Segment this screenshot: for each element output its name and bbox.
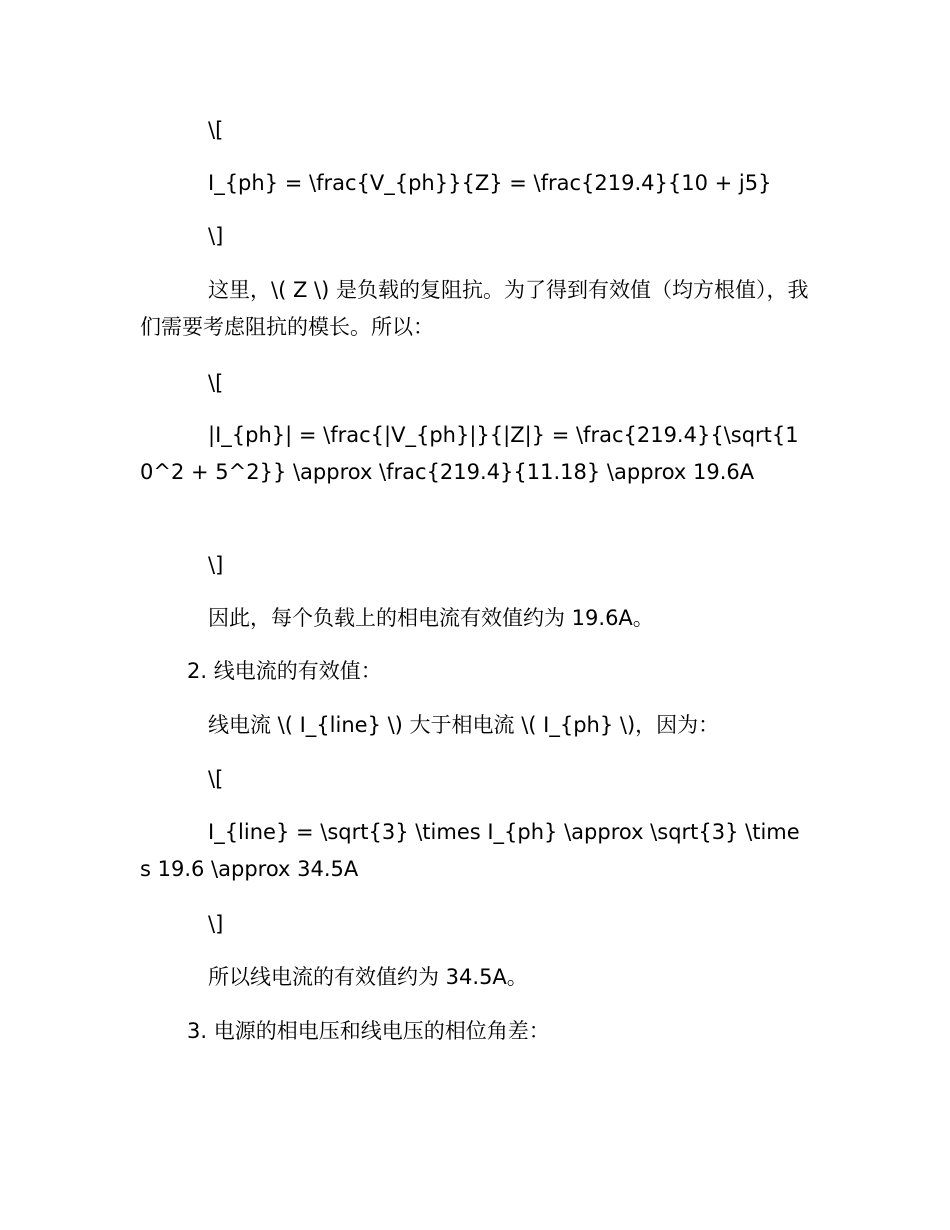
phase-current-magnitude-formula: |I_{ph}| = \frac{|V_{ph}|}{|Z|} = \frac{219.4}{\sqrt{10^2 + 5^2}} \approx \frac{219.4}{11.18} \approx 19.6A xyxy=(140,423,799,484)
math-close-delimiter: \] xyxy=(208,912,224,936)
math-open-delimiter: \[ xyxy=(208,118,224,142)
phase-current-formula: I_{ph} = \frac{V_{ph}}{Z} = \frac{219.4}{10 + j5} xyxy=(208,171,772,195)
math-close-delimiter: \] xyxy=(208,224,224,248)
math-close-delimiter: \] xyxy=(208,553,224,577)
math-open-delimiter: \[ xyxy=(208,767,224,791)
line-current-result-paragraph: 所以线电流的有效值约为 34.5A。 xyxy=(208,965,528,989)
line-current-explanation-paragraph: 线电流 \( I_{line} \) 大于相电流 \( I_{ph} \)，因为： xyxy=(208,713,720,737)
impedance-explanation-paragraph: 这里，\( Z \) 是负载的复阻抗。为了得到有效值（均方根值），我们需要考虑阻抗的模长。所以： xyxy=(140,278,809,339)
list-item-phase-angle-heading: 3. 电源的相电压和线电压的相位角差： xyxy=(187,1019,550,1043)
list-item-line-current-heading: 2. 线电流的有效值： xyxy=(187,659,382,683)
math-open-delimiter: \[ xyxy=(208,371,224,395)
line-current-formula: I_{line} = \sqrt{3} \times I_{ph} \approx \sqrt{3} \times 19.6 \approx 34.5A xyxy=(140,820,800,881)
phase-current-result-paragraph: 因此，每个负载上的相电流有效值约为 19.6A。 xyxy=(208,606,654,630)
